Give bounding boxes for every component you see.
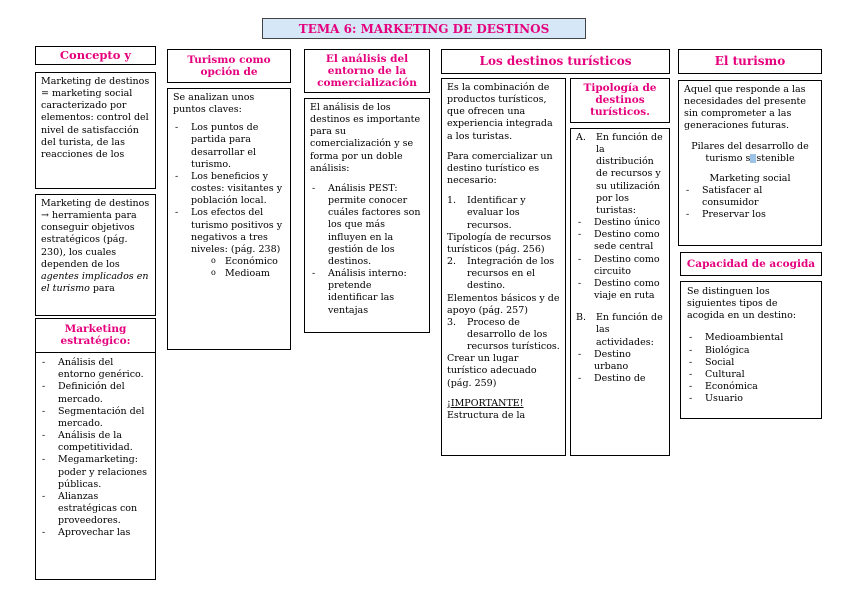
- capacidad-heading-text: Capacidad de acogida: [686, 258, 816, 270]
- list-item: - Preservar los: [684, 209, 816, 221]
- concepto-box-2: [35, 194, 156, 316]
- list-item: - Aprovechar las: [40, 527, 151, 539]
- arrow-right-icon: →: [41, 210, 49, 222]
- capacidad-list: [687, 332, 815, 405]
- sostenible-box: [678, 80, 822, 246]
- list-item: o Económico: [211, 256, 285, 268]
- tipologia-box: [570, 128, 670, 456]
- turismo-opcion-sublist: [173, 256, 285, 280]
- turismo-opcion-intro: Se analizan unos puntos claves:: [173, 92, 255, 116]
- list-item: - Satisfacer al consumidor: [684, 185, 816, 209]
- capacidad-box: [680, 281, 822, 419]
- list-item: - Medioambiental: [687, 332, 815, 344]
- tipologia-a-items: [576, 217, 664, 302]
- list-item: - Megamarketing: poder y relaciones públicas.: [40, 454, 151, 490]
- list-item: - Análisis PEST: permite conocer cuáles factores son los que más influyen en la gestión de los destinos.: [310, 183, 424, 268]
- destinos-steps-3: [447, 317, 560, 353]
- destinos-heading-text: Los destinos turísticos: [479, 54, 632, 68]
- destinos-p1: Es la combinación de productos turísticos, que ofrecen una experiencia integrada a los turistas.: [447, 82, 553, 142]
- list-item: - Usuario: [687, 393, 815, 405]
- list-item: - Análisis del entorno genérico.: [40, 357, 151, 381]
- list-item: - Segmentación del mercado.: [40, 406, 151, 430]
- list-item: - Económica: [687, 381, 815, 393]
- estrategico-box: [35, 318, 156, 580]
- list-item: - Biológica: [687, 345, 815, 357]
- tipologia-heading: [570, 78, 670, 123]
- destinos-tipologia-ref: Tipología de recursos turísticos (pág. 256): [447, 231, 552, 255]
- list-item: - Los efectos del turismo positivos y negativos a tres niveles: (pág. 238): [173, 207, 285, 256]
- list-item: - Los beneficios y costes: visitantes y población local.: [173, 171, 285, 207]
- list-item: - Cultural: [687, 369, 815, 381]
- analisis-heading: [304, 49, 430, 93]
- list-item: - Destino urbano: [576, 349, 664, 373]
- concepto-text-2c: para: [92, 283, 115, 295]
- list-item: 2. Integración de los recursos en el destino.: [447, 256, 555, 292]
- destinos-steps: [447, 195, 560, 231]
- estrategico-list: [40, 357, 151, 539]
- destinos-crear-ref: Crear un lugar turístico adecuado (pág. 259): [447, 353, 537, 389]
- turismo-opcion-heading: [167, 49, 291, 83]
- page-title: TEMA 6: MARKETING DE DESTINOS: [262, 18, 586, 39]
- turismo-opcion-box: [167, 88, 291, 350]
- sostenible-p1: Aquel que responde a las necesidades del presente sin comprometer a las generaciones futuras.: [684, 84, 807, 132]
- tipologia-heading-text: Tipología de destinos turísticos.: [583, 82, 657, 119]
- destinos-elementos-ref: Elementos básicos y de apoyo (pág. 257): [447, 292, 560, 316]
- concepto-text-1: Marketing de destinos = marketing social caracterizado por elementos: control del nivel de satisfacción del turista, de las reacciones de los: [41, 76, 150, 160]
- sostenible-list: [684, 185, 816, 221]
- list-item: - Destino como viaje en ruta: [576, 278, 664, 302]
- concepto-text-2-italic: agentes implicados en el turismo: [41, 270, 149, 295]
- list-item: - Los puntos de partida para desarrollar el turismo.: [173, 122, 285, 171]
- turismo-opcion-heading-text: Turismo como opción de: [187, 54, 271, 79]
- concepto-heading: [35, 46, 156, 65]
- sostenible-heading-text: El turismo: [714, 54, 786, 68]
- destinos-steps-2: [447, 256, 560, 292]
- destinos-p2: Para comercializar un destino turístico es necesario:: [447, 150, 553, 187]
- analisis-box: [304, 98, 430, 333]
- list-item: - Destino de: [576, 373, 664, 385]
- concepto-box-1: [35, 72, 156, 189]
- concepto-text-2a: Marketing de destinos: [41, 198, 150, 209]
- list-item: - Análisis de la competitividad.: [40, 430, 151, 454]
- list-item: - Destino único: [576, 217, 664, 229]
- list-item: B. En función de las actividades:: [576, 312, 663, 348]
- capacidad-intro: Se distinguen los siguientes tipos de acogida en un destino:: [687, 286, 797, 322]
- analisis-intro: El análisis de los destinos es importante para su comercialización y se forma por un doble análisis:: [310, 102, 421, 174]
- list-item: - Análisis interno: pretende identificar las ventajas: [310, 268, 424, 317]
- concepto-text-2b: herramienta para conseguir objetivos estratégicos (pág. 230), los cuales dependen de los: [41, 210, 137, 270]
- analisis-heading-text: El análisis del entorno de la comercialización: [317, 53, 417, 90]
- destinos-importante: ¡IMPORTANTE!: [447, 397, 524, 409]
- tipologia-b: [576, 312, 664, 348]
- tipologia-b-items: [576, 349, 664, 385]
- list-item: 3. Proceso de desarrollo de los recursos turísticos.: [447, 316, 560, 353]
- list-item: 1. Identificar y evaluar los recursos.: [447, 195, 526, 231]
- turismo-opcion-list: [173, 122, 285, 256]
- destinos-heading: [441, 49, 670, 74]
- capacidad-heading: [680, 252, 822, 276]
- destinos-estructura: Estructura de la: [447, 409, 526, 421]
- sostenible-mkt-social: Marketing social: [709, 172, 791, 184]
- estrategico-heading: Marketing estratégico:: [36, 319, 155, 353]
- list-item: - Destino como sede central: [576, 229, 664, 253]
- list-item: o Medioam: [211, 268, 285, 280]
- list-item: A. En función de la distribución de recursos y su utilización por los turistas:: [576, 132, 663, 216]
- tipologia-a: [576, 132, 664, 217]
- list-item: - Destino como circuito: [576, 254, 664, 278]
- destinos-box: [441, 78, 566, 456]
- sostenible-pilares: Pilares del desarrollo de turismo s stenible: [691, 140, 809, 164]
- analisis-list: [310, 183, 424, 317]
- sostenible-heading: [678, 49, 822, 74]
- list-item: - Social: [687, 357, 815, 369]
- list-item: - Alianzas estratégicas con proveedores.: [40, 491, 151, 527]
- concepto-heading-text: Concepto y: [59, 48, 132, 62]
- list-item: - Definición del mercado.: [40, 381, 151, 405]
